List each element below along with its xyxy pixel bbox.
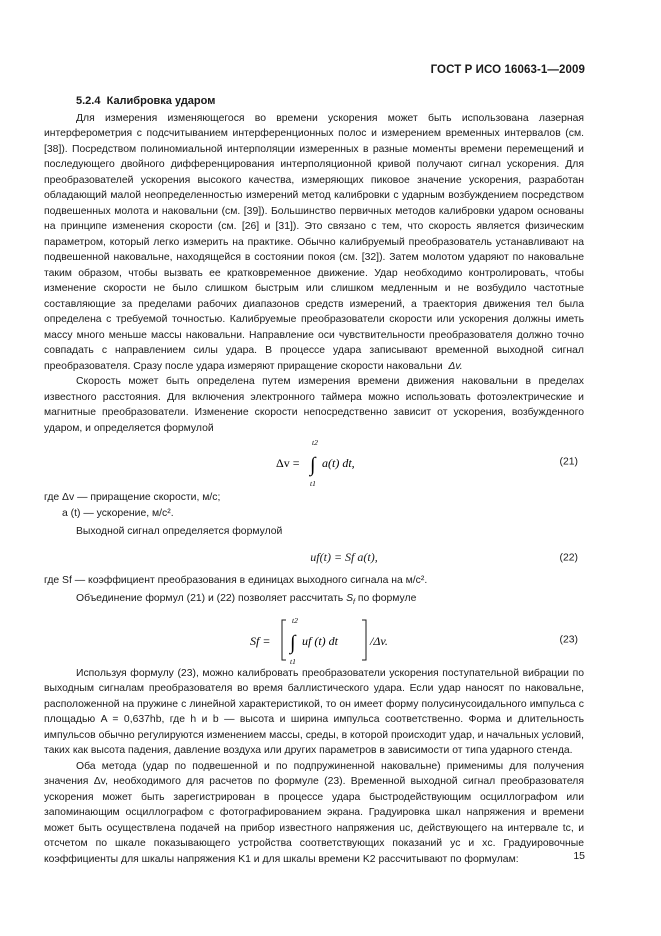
formula-21 — [44, 436, 584, 488]
right-bracket — [362, 620, 366, 660]
formula-23-tail: /Δv. — [370, 633, 388, 648]
definition-dv: где Δv — приращение скорости, м/с; — [44, 492, 221, 503]
definition-a: a (t) — ускорение, м/с². — [62, 507, 174, 519]
formula-23-svg — [224, 614, 444, 666]
paragraph-5: Используя формулу (23), можно калибровать преобразователи ускорения поступательной вибрации по выходным сигналам преобразователя во время баллистического удара. Если удар наносят по наковальне, расположенной на пружине с линейной характеристикой, то он имеет форму полусинусоидального импульса с площадью A = 0,637hb, где h и b — высота и ширина импульса соответственно. Форма и длительность импульсов обычно регулируются изменением массы, среды, в которой происходит удар, и начальных условий, таких как высота падения, давление воздуха или других параметров в зависимости от типа ударного стенда. — [44, 667, 584, 757]
formula-22-intro: Выходной сигнал определяется формулой — [76, 526, 283, 537]
formula-23-lhs: Sf = — [250, 633, 271, 648]
paragraph-1: Для измерения изменяющегося во времени ускорения может быть использована лазерная интерферометрия с подсчитыванием интерференционных полос и измерением временных интервалов (см. [38]). Посредством полиномиальной интерполяции измеренных в разные моменты времени перемещений и последующего двойного дифференцирования интерполяционной кривой получают сигнал ускорения. Для преобразователей ускорения высокого качества, измеряющих пиковое значение ускорения, разработан обладающий малой неопределенностью измерений метод калибровки с ударным возбуждением посредством подвешенных молота и наковальни (см. [39]). Большинство первичных методов калибровки ударом основаны на принципе изменения скорости (см. [26] и [31]). Это связано с тем, что скорость является физическим параметром, который легко измерить на практике. Обычно калибруемый преобразователь устанавливают на подвешенной наковальне, находящейся в состоянии покоя (см. [32]). Затем молотом ударяют по наковальне таким образом, чтобы вызвать ее кратковременное движение. Удар необходимо контролировать, чтобы изменение скорости не было слишком быстрым или слишком медленным и не возбудило частотные составляющие за пределами рабочих диапазонов средств измерений, а траектория движения тел была определена с требуемой точностью. Калибруемые преобразователи скорости или ускорения должны иметь массу много меньше массы наковальни. Направление оси чувствительности преобразователя должно точно совпадать с направлением силы удара. В процессе удара записывают временной выходной сигнал преобразователя. Сразу после удара измеряют приращение скорости наковальни Δv. — [44, 112, 584, 372]
formula-23-integrand: uf (t) dt — [302, 633, 338, 648]
formula-22-expression: uf(t) = Sf a(t), — [310, 549, 378, 564]
integral-sign-23: ∫ — [290, 631, 296, 654]
definition-sf: где Sf — коэффициент преобразования в единицах выходного сигнала на м/с². — [44, 574, 428, 586]
document-header: ГОСТ Р ИСО 16063-1—2009 — [430, 64, 585, 76]
formula-23-number: (23) — [559, 633, 578, 645]
section-title — [76, 94, 584, 110]
formula-22 — [44, 543, 584, 573]
formula-23 — [44, 614, 584, 666]
paragraph-6: Оба метода (удар по подвешенной и по подпружиненной наковальне) применимы для получения значения Δv, необходимого для расчетов по формуле (23). Временной выходной сигнал преобразователя ускорения может быть зарегистрирован в процессе удара быстродействующим осциллографом или запоминающим осциллографом с фотографированием экрана. Градуировка шкал напряжения и времени может быть осуществлена подачей на прибор известного напряжения uc, действующего на интервале tc, и отсчетом по шкале показывающего устройства соответствующих показаний yc и xc. Градуировочные коэффициенты для шкалы напряжения K1 и для шкалы времени K2 рассчитывают по формулам: — [44, 760, 584, 865]
formula-21-lhs: Δv = — [276, 456, 300, 470]
left-bracket — [282, 620, 286, 660]
definitions-21 — [44, 490, 584, 521]
formula-21-number: (21) — [559, 456, 578, 468]
paragraph-2: Скорость может быть определена путем измерения времени движения наковальни в пределах известного расстояния. Для включения электронного таймера можно использовать фотоэлектрические и магнитные преобразователи. Изменение скорости непосредственно зависит от ускорения, возбужденного ударом, и определяется формулой — [44, 376, 584, 434]
section-number: 5.2.4 — [76, 95, 101, 107]
formula-21-upper-limit: t2 — [312, 438, 318, 447]
formula-23-upper-limit: t2 — [292, 615, 298, 625]
section-title-text: Калибровка ударом — [106, 95, 216, 107]
formula-23-intro: Объединение формул (21) и (22) позволяет рассчитать $S_f$ по формуле — [76, 593, 417, 607]
formula-21-svg — [234, 436, 434, 488]
integral-sign: ∫ — [310, 454, 316, 476]
formula-23-lower-limit: t1 — [290, 656, 296, 666]
page-content — [44, 94, 584, 867]
page-number: 15 — [573, 850, 585, 862]
formula-22-number: (22) — [559, 551, 578, 563]
formula-21-lower-limit: t1 — [310, 479, 316, 488]
formula-21-integrand: a(t) dt, — [322, 456, 355, 470]
